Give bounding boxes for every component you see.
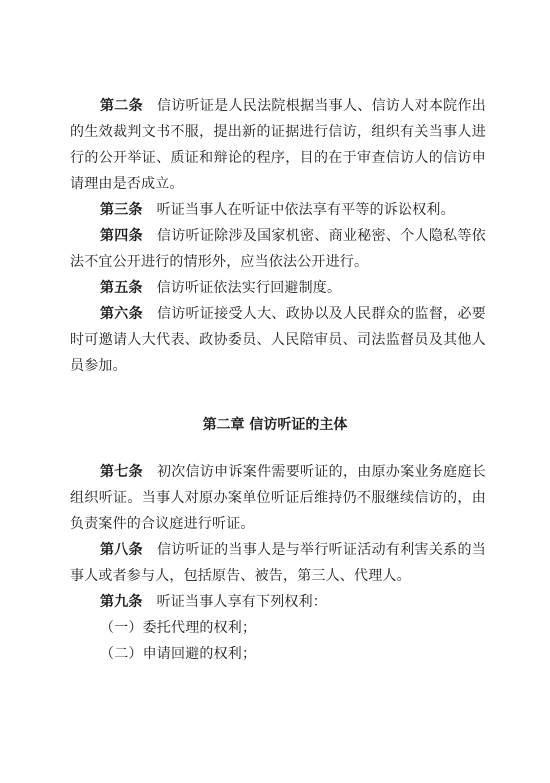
article-7 bbox=[70, 459, 486, 537]
list-item-1: （一）委托代理的权利； bbox=[100, 620, 257, 636]
article-label: 第八条 bbox=[100, 542, 143, 558]
list-item-2: （二）申请回避的权利； bbox=[100, 646, 257, 662]
article-4 bbox=[70, 223, 486, 275]
article-2 bbox=[70, 93, 486, 197]
article-text: 信访听证的当事人是与举行听证活动有利害关系的当事人或者参与人，包括原告、被告，第三人、代理人。 bbox=[70, 542, 486, 584]
article-label: 第五条 bbox=[100, 280, 143, 296]
article-text: 信访听证除涉及国家机密、商业秘密、个人隐私等依法不宜公开进行的情形外，应当依法公开进行。 bbox=[70, 228, 486, 270]
article-text: 初次信访申诉案件需要听证的，由原办案业务庭庭长组织听证。当事人对原办案单位听证后维持仍不服继续信访的，由负责案件的合议庭进行听证。 bbox=[70, 464, 486, 532]
article-8 bbox=[70, 537, 486, 589]
section-hearing-subjects bbox=[70, 459, 486, 667]
article-text: 信访听证是人民法院根据当事人、信访人对本院作出的生效裁判文书不服，提出新的证据进行信访，组织有关当事人进行的公开举证、质证和辩论的程序，目的在于审查信访人的信访申请理由是否成立。 bbox=[70, 98, 486, 192]
article-label: 第二条 bbox=[100, 98, 143, 114]
article-9 bbox=[70, 589, 486, 615]
chapter-title: 第二章 信访听证的主体 bbox=[202, 417, 348, 433]
article-text: 信访听证接受人大、政协以及人民群众的监督，必要时可邀请人大代表、政协委员、人民陪审员、司法监督员及其他人员参加。 bbox=[70, 306, 486, 374]
article-3 bbox=[70, 197, 486, 223]
section-general-provisions bbox=[70, 93, 486, 379]
article-6 bbox=[70, 301, 486, 379]
article-text: 听证当事人在听证中依法享有平等的诉讼权利。 bbox=[156, 202, 455, 218]
article-label: 第六条 bbox=[100, 306, 143, 322]
article-label: 第七条 bbox=[100, 464, 143, 480]
article-5 bbox=[70, 275, 486, 301]
article-text: 信访听证依法实行回避制度。 bbox=[156, 280, 342, 296]
article-label: 第四条 bbox=[100, 228, 143, 244]
article-text: 听证当事人享有下列权利： bbox=[156, 594, 328, 610]
article-label: 第三条 bbox=[100, 202, 143, 218]
article-label: 第九条 bbox=[100, 594, 143, 610]
